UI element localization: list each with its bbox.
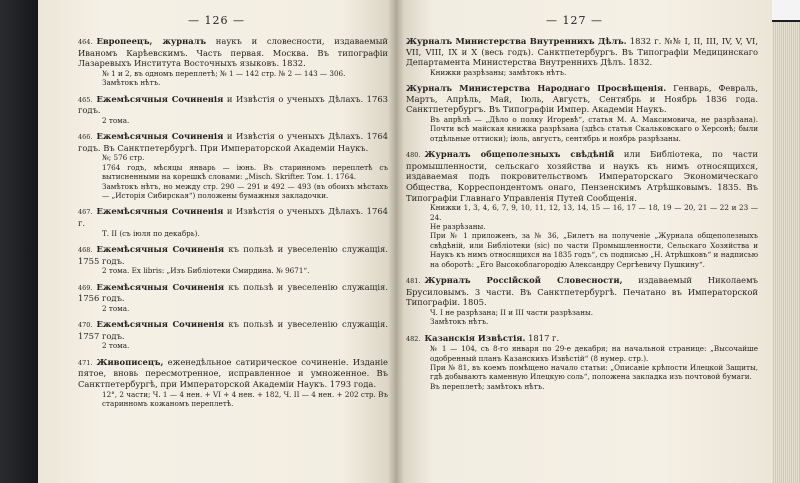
cover-left-edge <box>0 0 38 483</box>
left-page <box>38 0 396 483</box>
entry-note: Замѣтокъ нѣтъ. <box>102 78 161 88</box>
entry-list <box>406 36 758 397</box>
entry-note: 2 тома. <box>102 115 130 125</box>
entry-note: Книжки разрѣзаны; замѣтокъ нѣтъ. <box>430 67 567 77</box>
entry-body: Генварь, Февраль, Мартъ, Апрѣль, Май, Іюль, Августъ, Сентябрь и Ноябрь 1836 года. Санктпетербургъ. Въ Типографіи Импер. Академіи Наукъ. <box>406 83 758 115</box>
entry-body: къ пользѣ и увеселенію служащія. 1757 годъ. <box>78 319 388 341</box>
entry-note: Замѣтокъ нѣтъ. <box>430 317 489 327</box>
entry-note: Книжки 1, 3, 4, 6, 7, 9, 10, 11, 12, 13, 14, 15 — 16, 17 — 18, 19 — 20, 21 — 22 и 23 — 24. <box>430 203 758 222</box>
catalog-entry <box>406 333 758 392</box>
catalog-entry <box>406 149 758 269</box>
entry-note: №; 576 стр. <box>102 153 145 163</box>
catalog-entry <box>78 36 388 88</box>
entry-heading: Журналъ Министерства Внутреннихъ Дѣлъ. <box>406 36 627 46</box>
entry-note: Т. II (съ іюля по декабрь). <box>102 228 200 238</box>
right-page <box>396 0 772 483</box>
entry-body: и Извѣстія о ученыхъ Дѣлахъ. 1763 годъ. <box>78 93 388 116</box>
entry-body: или Библіотека, по части промышленности, сельскаго хозяйства и наукъ къ нимъ относящихся, издаваемая подъ покровительствомъ Императорскаго Экономическаго Общества, Корреспондентомъ онаго, Пензенскимъ Атрѣшковымъ. 1835. Въ Типографіи Главнаго Управленія Путей Сообщенія. <box>406 149 758 203</box>
entry-heading: Ежемѣсячныя Сочиненія <box>96 206 224 217</box>
catalog-entry <box>406 83 758 143</box>
entry-number: 481. <box>406 277 421 285</box>
entry-number: 467. <box>78 208 93 217</box>
entry-heading: Ежемѣсячныя Сочиненія <box>96 319 225 330</box>
entry-note: Въ апрѣлѣ — „Дѣло о полку Игоревѣ“, статья М. А. Максимовича, не разрѣзана). Почти всѣ майская книжка разрѣзана (здѣсь статья Скальковскаго о Херсонѣ; были отдѣльные оттиски); іюль, августъ, сентябрь и ноябрь разрѣзаны. <box>430 114 758 143</box>
entry-body: къ пользѣ и увеселенію служащія. 1756 годъ. <box>78 281 388 304</box>
entry-number: 468. <box>78 246 93 254</box>
entry-note: 2 тома. <box>102 341 130 351</box>
entry-note: Ч. I не разрѣзана; II и III части разрѣзаны. <box>430 307 594 317</box>
entry-note: Въ переплетѣ; замѣтокъ нѣтъ. <box>430 381 545 391</box>
catalog-entry <box>78 206 388 238</box>
entry-note: При № 81, въ коемъ помѣщено начало статьи: „Описаніе крѣпости Илецкой Защиты, гдѣ добываютъ каменную Илецкую соль“, положена закладка изъ почтовой бумаги. <box>430 363 758 382</box>
entry-body: 1832 г. №№ I, II, III, IV, V, VI, VII, VIII, IX и X (весь годъ). Санктпетербургъ. Въ Типографіи Медицинскаго Департамента Министерства Внутреннихъ Дѣлъ. 1832. <box>406 36 758 68</box>
entry-heading: Журналъ Министерства Народнаго Просвѣщенія. <box>406 83 667 94</box>
catalog-entry <box>78 244 388 276</box>
page-number: — 127 — <box>546 14 603 27</box>
entry-number: 471. <box>78 358 93 367</box>
book-gutter <box>388 0 404 483</box>
entry-heading: Ежемѣсячныя Сочиненія <box>96 281 225 292</box>
catalog-entry <box>78 357 388 409</box>
entry-number: 466. <box>78 133 93 142</box>
entry-heading: Ежемѣсячныя Сочиненія <box>96 93 224 104</box>
entry-body: 1817 г. <box>528 332 560 343</box>
entry-heading: Журналъ Россійской Словесности, <box>424 275 623 285</box>
entry-number: 464. <box>78 38 93 46</box>
entry-number: 465. <box>78 95 93 104</box>
entry-list <box>78 36 388 414</box>
entry-body: и Извѣстія о ученыхъ Дѣлахъ. 1764 годъ. Въ Санктпетербургѣ. При Императорской Академіи Наукъ. <box>78 131 388 153</box>
catalog-entry <box>406 275 758 327</box>
entry-note: № 1 и 2, въ одномъ переплетѣ; № 1 — 142 стр. № 2 — 143 — 306. <box>102 68 346 78</box>
entry-body: наукъ и словесности, издаваемый Иваномъ Карѣевскимъ. Часть первая. Москва. Въ типографіи Лазаревыхъ Института Восточныхъ языковъ. 1832. <box>78 36 388 69</box>
entry-heading: Журналъ общеполезныхъ свѣдѣній <box>424 149 615 160</box>
entry-heading: Ежемѣсячныя Сочиненія <box>96 244 225 254</box>
entry-note: 2 тома. Ex libris: „Изъ Библіотеки Смирдина. № 9671“. <box>102 266 310 276</box>
entry-body: издаваемый Николаемъ Брусиловымъ. 3 части. Въ Санктпетербургѣ. Печатано въ Императорской Типографіи. 1805. <box>406 275 758 308</box>
entry-number: 482. <box>406 334 421 343</box>
entry-note: 12°, 2 части; Ч. 1 — 4 нен. + VI + 4 нен. + 182, Ч. II — 4 нен. + 202 стр. Въ старинномъ кожаномъ переплетѣ. <box>102 389 388 408</box>
entry-note: При № 1 приложенъ, за № 36, „Билетъ на полученіе „Журнала общеполезныхъ свѣдѣній, или Библіотеки (sic) по части Промышленности, Сельскаго Хозяйства и Наукъ къ нимъ относящихся на 1835 годъ“, съ подписью „Н. Атрѣшковъ“ и надписью на оборотѣ: „Его Высокоблагородію Александру Сергѣевичу Пушкину“. <box>430 231 758 269</box>
entry-body: и Извѣстія о ученыхъ Дѣлахъ. 1764 г. <box>78 206 388 228</box>
entry-body: еженедѣльное сатирическое сочиненіе. Изданіе пятое, вновь пересмотренное, исправленное и умноженное. Въ Санктпетербургѣ, при Императорской Академіи Наукъ. 1793 года. <box>78 356 389 389</box>
catalog-entry <box>406 36 758 77</box>
page-number: — 126 — <box>188 14 245 27</box>
entry-heading: Европеецъ, журналъ <box>96 36 207 46</box>
catalog-entry <box>78 282 388 314</box>
catalog-entry <box>78 131 388 200</box>
entry-heading: Живописецъ, <box>96 356 164 367</box>
entry-number: 470. <box>78 321 93 330</box>
entry-heading: Ежемѣсячныя Сочиненія <box>96 131 224 142</box>
entry-number: 480. <box>406 151 421 160</box>
entry-note: 1764 годъ, мѣсяцы январь — іюнь. Въ старинномъ переплетѣ съ вытисненными на корешкѣ словами: „Misch. Skrifter. Том. 1. 1764. <box>102 162 388 182</box>
entry-note: № 1 — 104, съ 8-го января по 29-е декабря; на начальной странице: „Высочайше одобренный планъ Казанскихъ Извѣстій“ (8 нумер. стр.). <box>430 344 758 363</box>
catalog-entry <box>78 319 388 351</box>
entry-note: 2 тома. <box>102 303 130 313</box>
entry-body: къ пользѣ и увеселенію служащія. 1755 годъ. <box>78 244 388 266</box>
catalog-entry <box>78 94 388 126</box>
entry-note: Не разрѣзаны. <box>430 221 486 231</box>
entry-note: Замѣтокъ нѣтъ, но между стр. 290 — 291 и 492 — 493 (въ обоихъ мѣстахъ — „Исторія Сибирская“) положены бумажныя закладочки. <box>102 181 388 200</box>
page-stack-edge <box>770 22 800 483</box>
entry-number: 469. <box>78 283 93 292</box>
entry-heading: Казанскія Извѣстія. <box>424 332 526 343</box>
